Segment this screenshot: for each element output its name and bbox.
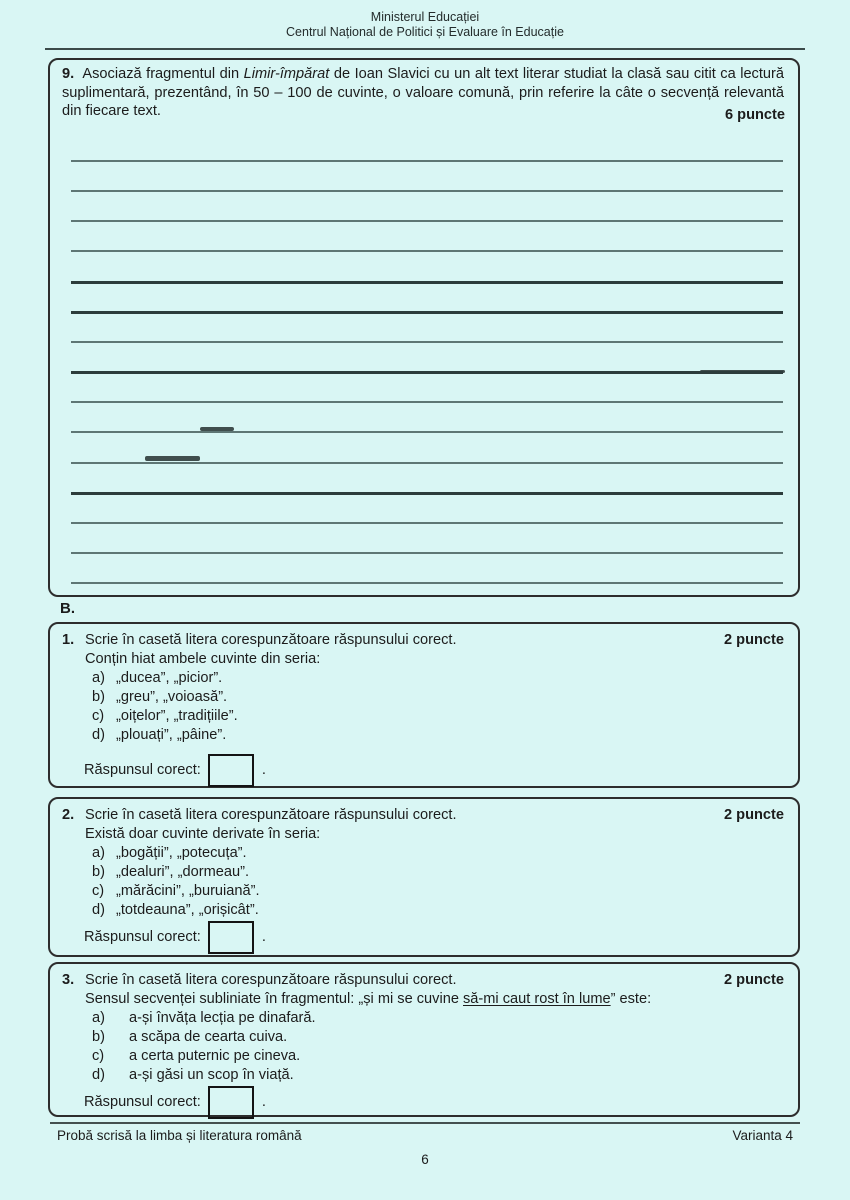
question1-prompt: Scrie în casetă litera corespunzătoare răspunsului corect. bbox=[85, 632, 457, 648]
answer-row bbox=[84, 1086, 784, 1119]
option-letter: b) bbox=[92, 1029, 105, 1045]
option-letter: c) bbox=[92, 883, 105, 899]
option-row bbox=[92, 1028, 784, 1047]
question2-number: 2. bbox=[62, 807, 75, 823]
stem-underlined: să-mi caut rost în lume bbox=[463, 991, 611, 1007]
question9-title-italic: Limir-împărat bbox=[243, 66, 330, 82]
option-text: a scăpa de cearta cuiva. bbox=[129, 1029, 288, 1045]
header-center: Centrul Național de Politici și Evaluare în Educație bbox=[286, 25, 564, 39]
option-letter: a) bbox=[92, 670, 105, 686]
section-b-label: B. bbox=[60, 600, 75, 617]
question3-points-badge: 2 puncte bbox=[723, 972, 784, 988]
option-text: „mărăcini”, „buruiană”. bbox=[116, 883, 260, 899]
question1-box bbox=[48, 622, 800, 788]
option-row bbox=[92, 669, 784, 688]
writing-rule-line bbox=[71, 160, 783, 162]
answer-row bbox=[84, 754, 784, 787]
question1-points-badge: 2 puncte bbox=[723, 632, 784, 648]
question1-stem: Conțin hiat ambele cuvinte din seria: bbox=[85, 651, 321, 667]
option-text: „plouați”, „pâine”. bbox=[116, 727, 227, 743]
writing-rule-line bbox=[71, 492, 783, 495]
writing-rule-line bbox=[71, 341, 783, 343]
header-divider bbox=[45, 48, 805, 50]
footer-variant-label: Varianta 4 bbox=[732, 1128, 793, 1143]
option-letter: c) bbox=[92, 1048, 105, 1064]
option-letter: a) bbox=[92, 1010, 105, 1026]
option-row bbox=[92, 844, 784, 863]
option-letter: b) bbox=[92, 864, 105, 880]
question2-points-badge: 2 puncte bbox=[723, 807, 784, 823]
stem-before: Sensul secvenței subliniate în fragmentul: „și mi se cuvine bbox=[85, 991, 463, 1007]
question2-stem: Există doar cuvinte derivate în seria: bbox=[85, 826, 321, 842]
writing-rule-line bbox=[71, 371, 783, 374]
question3-answer-box[interactable] bbox=[208, 1086, 254, 1119]
writing-rule-line bbox=[71, 522, 783, 524]
question9-answer-lines-area[interactable] bbox=[50, 60, 798, 595]
option-text: „greu”, „voioasă”. bbox=[116, 689, 228, 705]
answer-label: Răspunsul corect: bbox=[84, 762, 201, 778]
option-row bbox=[92, 1009, 784, 1028]
option-text: „ducea”, „picior”. bbox=[116, 670, 223, 686]
writing-rule-line bbox=[71, 431, 783, 433]
question3-number: 3. bbox=[62, 972, 75, 988]
option-text: „totdeauna”, „orișicât”. bbox=[116, 902, 259, 918]
page-number: 6 bbox=[421, 1152, 429, 1167]
answer-period: . bbox=[261, 762, 266, 778]
question9-points-badge: 6 puncte bbox=[724, 107, 785, 123]
question1-number: 1. bbox=[62, 632, 75, 648]
footer-divider bbox=[50, 1122, 800, 1124]
option-row bbox=[92, 1066, 784, 1085]
answer-row bbox=[84, 921, 784, 954]
writing-rule-line bbox=[71, 582, 783, 584]
question9-text-after: de Ioan Slavici cu un alt text literar studiat la clasă sau citit ca lectură suplimentară, prezentând, în 50 – 100 de cuvinte, o valoare comună, prin referire la câte o secvență relevantă din fiecare text. bbox=[62, 66, 784, 119]
writing-rule-line bbox=[71, 401, 783, 403]
question9-box bbox=[48, 58, 800, 597]
question1-answer-box[interactable] bbox=[208, 754, 254, 787]
option-letter: d) bbox=[92, 902, 105, 918]
option-row bbox=[92, 901, 784, 920]
answer-label: Răspunsul corect: bbox=[84, 1094, 201, 1110]
question2-prompt: Scrie în casetă litera corespunzătoare răspunsului corect. bbox=[85, 807, 457, 823]
option-row bbox=[92, 726, 784, 745]
writing-rule-line bbox=[71, 462, 783, 464]
option-letter: d) bbox=[92, 727, 105, 743]
option-letter: b) bbox=[92, 689, 105, 705]
option-row bbox=[92, 882, 784, 901]
option-row bbox=[92, 1047, 784, 1066]
stem-after: ” este: bbox=[610, 991, 652, 1007]
writing-rule-line bbox=[71, 311, 783, 314]
footer-exam-title: Probă scrisă la limba și literatura română bbox=[57, 1128, 302, 1143]
option-text: „bogății”, „potecuța”. bbox=[116, 845, 247, 861]
option-text: „oițelor”, „tradițiile”. bbox=[116, 708, 238, 724]
answer-label: Răspunsul corect: bbox=[84, 929, 201, 945]
option-text: a-și găsi un scop în viață. bbox=[129, 1067, 294, 1083]
option-letter: a) bbox=[92, 845, 105, 861]
question3-stem bbox=[85, 990, 784, 1009]
question2-box bbox=[48, 797, 800, 957]
header-ministry: Ministerul Educației bbox=[370, 10, 480, 24]
option-row bbox=[92, 707, 784, 726]
option-letter: d) bbox=[92, 1067, 105, 1083]
writing-rule-line bbox=[71, 281, 783, 284]
ink-smudge bbox=[145, 456, 200, 461]
question2-answer-box[interactable] bbox=[208, 921, 254, 954]
writing-rule-line bbox=[71, 190, 783, 192]
writing-rule-line bbox=[71, 552, 783, 554]
question3-box bbox=[48, 962, 800, 1117]
question3-prompt: Scrie în casetă litera corespunzătoare răspunsului corect. bbox=[85, 972, 457, 988]
option-letter: c) bbox=[92, 708, 105, 724]
question9-text-before: Asociază fragmentul din bbox=[82, 66, 244, 82]
option-text: a certa puternic pe cineva. bbox=[129, 1048, 301, 1064]
option-row bbox=[92, 688, 784, 707]
option-text: a-și învăța lecția pe dinafară. bbox=[129, 1010, 316, 1026]
writing-rule-line bbox=[71, 220, 783, 222]
option-row bbox=[92, 863, 784, 882]
answer-period: . bbox=[261, 929, 266, 945]
question9-number: 9. bbox=[62, 66, 75, 82]
answer-period: . bbox=[261, 1094, 266, 1110]
option-text: „dealuri”, „dormeau”. bbox=[116, 864, 250, 880]
writing-rule-line bbox=[71, 250, 783, 252]
